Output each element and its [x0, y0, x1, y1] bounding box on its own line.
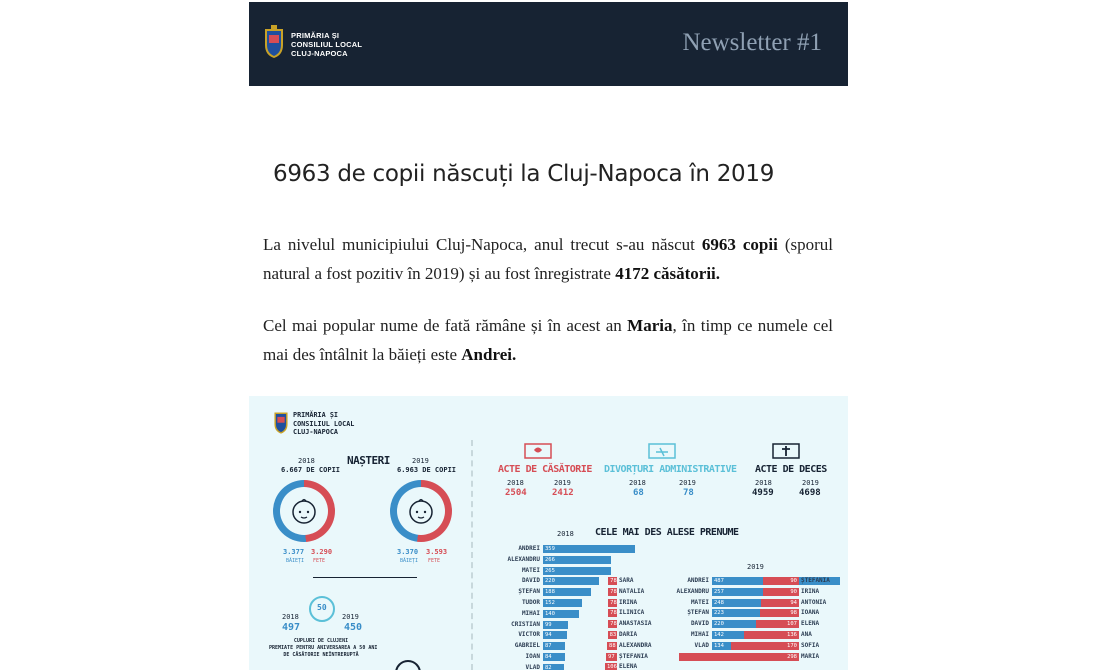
- anniversary-badge-icon: [309, 596, 335, 622]
- bar-value: 94: [790, 599, 797, 606]
- paragraph-text: La nivelul municipiului Cluj-Napoca, anul trecut s-au născut: [263, 235, 702, 254]
- bar-value: 90: [790, 578, 797, 584]
- bar-girls-2018: [608, 599, 617, 607]
- boys-2019: 3.370: [397, 548, 419, 556]
- badge-number: 50: [317, 603, 327, 612]
- bar-label: MATEI: [521, 566, 540, 574]
- bar-value: 99: [545, 621, 552, 628]
- bar-label: DAVID: [690, 620, 709, 628]
- names-year-2019: 2019: [747, 563, 764, 571]
- bar-value: 83: [609, 632, 617, 638]
- article-paragraph-births: [263, 230, 833, 288]
- anniversary-year-2018: 2018: [282, 613, 299, 621]
- boys-label: BĂIEȚI: [400, 558, 419, 564]
- logo-line: CLUJ-NAPOCA: [293, 428, 339, 436]
- caption-line: PREMIATE PENTRU ANIVERSAREA A 50 ANI: [269, 645, 378, 651]
- anniversary-2019-value: 450: [344, 622, 363, 633]
- logo-line: CONSILIUL LOCAL: [293, 419, 355, 428]
- stat-year: 2019: [679, 479, 696, 487]
- bar-value: 487: [714, 578, 724, 584]
- bar-label: ANTONIA: [801, 598, 827, 606]
- baby-icon: [408, 497, 434, 525]
- bar-girls-2019: [679, 653, 799, 661]
- bar-value: 298: [787, 653, 797, 660]
- stat-value: 2412: [552, 488, 574, 498]
- bar-label: ANDREI: [518, 545, 540, 552]
- article-headline: 6963 de copii născuți la Cluj-Napoca în 2019: [273, 161, 775, 187]
- stat-title: ACTE DE CĂSĂTORIE: [498, 464, 592, 475]
- births-title: NAȘTERI: [347, 454, 390, 467]
- crest-icon: [263, 25, 285, 59]
- bar-girls-2018: [608, 588, 617, 596]
- bar-girls-2018: [607, 642, 617, 650]
- logo-text: [291, 31, 362, 58]
- stat-value: 4698: [799, 488, 821, 498]
- anniversary-caption: [269, 638, 378, 659]
- bar-label: ALEXANDRA: [619, 641, 652, 649]
- bar-boys-2018: [543, 567, 611, 575]
- bar-girls-2019: [744, 631, 799, 639]
- stat-year: 2018: [755, 479, 772, 487]
- stat-year: 2018: [507, 479, 524, 487]
- bar-girls-2019: [756, 620, 799, 628]
- caption-line: CUPLURI DE CLUJENI: [293, 638, 349, 644]
- bar-label: MARIA: [801, 652, 820, 660]
- bar-label: MIHAI: [690, 631, 709, 638]
- statistics-infographic: [249, 396, 848, 670]
- stat-title: DIVORȚURI ADMINISTRATIVE: [604, 464, 737, 475]
- bar-label: CRISTIAN: [511, 620, 540, 628]
- bar-label: ALEXANDRU: [676, 587, 709, 595]
- girls-2018: 3.290: [311, 548, 333, 556]
- bar-boys-2018: [543, 599, 582, 607]
- bar-label: IRINA: [619, 598, 638, 606]
- boys-2018: 3.377: [283, 548, 305, 556]
- bar-girls-2019: [731, 642, 799, 650]
- bar-label: ILINICA: [619, 609, 645, 617]
- births-donut-2018: [273, 480, 335, 542]
- paragraph-text: , în timp ce numele cel mai des întâlnit la băieți este: [263, 316, 833, 364]
- bar-value: 78: [610, 599, 617, 606]
- births-donut-2019: [390, 480, 452, 542]
- bar-label: SOFIA: [801, 641, 820, 649]
- bar-label: ALEXANDRU: [507, 555, 540, 563]
- logo-line: PRIMĂRIA ȘI: [291, 31, 340, 40]
- bar-value: 136: [787, 632, 797, 638]
- crest-icon: [273, 409, 289, 435]
- bar-value: 265: [545, 567, 555, 574]
- death-certificate-icon: [771, 440, 801, 462]
- bar-girls-2019: [761, 599, 799, 607]
- bar-boys-2018: [543, 621, 568, 629]
- newsletter-title: Newsletter #1: [682, 29, 822, 56]
- bar-girls-2018: [605, 663, 617, 670]
- bar-label: GABRIEL: [514, 642, 540, 650]
- bar-value: 106: [607, 664, 617, 670]
- bar-label: VLAD: [525, 663, 540, 670]
- bar-label: ELENA: [619, 663, 638, 670]
- stat-value: 78: [683, 488, 694, 498]
- bar-value: 220: [545, 578, 555, 585]
- divorce-certificate-icon: [647, 440, 677, 462]
- bar-value: 90: [790, 588, 797, 595]
- bar-value: 266: [545, 556, 555, 563]
- stat-value: 2504: [505, 488, 527, 498]
- bar-girls-2018: [608, 577, 617, 585]
- bar-value: 87: [545, 643, 552, 650]
- girls-2019: 3.593: [426, 548, 448, 556]
- paragraph-text: (sporul natural a fost pozitiv în 2019) și au fost înregistrate: [263, 235, 833, 283]
- bar-label: MIHAI: [521, 609, 540, 617]
- bar-girls-2019: [763, 577, 799, 585]
- bar-girls-2018: [608, 631, 617, 639]
- bar-label: ANA: [801, 631, 812, 638]
- bar-value: 84: [545, 654, 552, 660]
- bar-boys-2018: [543, 577, 599, 585]
- stat-value: 4959: [752, 488, 774, 498]
- names-title: CELE MAI DES ALESE PRENUME: [595, 527, 739, 538]
- marriages-count: 4172 căsătorii.: [615, 264, 721, 283]
- bar-girls-2018: [606, 653, 617, 661]
- infographic-logo: [273, 409, 373, 439]
- bar-value: 88: [609, 642, 616, 649]
- ring-icon: [395, 660, 421, 670]
- anniversary-2018-value: 497: [282, 622, 301, 633]
- bar-boys-2018: [543, 588, 591, 596]
- stat-year: 2018: [629, 479, 646, 487]
- bar-label: DAVID: [521, 577, 540, 585]
- bar-label: ELENA: [801, 620, 820, 628]
- bar-value: 107: [787, 621, 797, 628]
- bar-value: 82: [545, 664, 552, 670]
- bar-label: NATALIA: [619, 587, 645, 595]
- births-total-2018: 6.667 DE COPII: [281, 466, 341, 474]
- bar-label: SARA: [619, 577, 634, 584]
- logo-line: PRIMĂRIA ȘI: [293, 411, 339, 419]
- bar-value: 78: [610, 610, 617, 617]
- bar-label: VLAD: [694, 641, 709, 649]
- bar-label: ANASTASIA: [619, 620, 652, 628]
- bar-label: ȘTEFAN: [687, 609, 709, 617]
- bar-label: IOAN: [525, 653, 540, 660]
- bar-value: 98: [790, 610, 797, 617]
- bar-value: 78: [610, 578, 617, 584]
- boys-label: BĂIEȚI: [286, 558, 305, 564]
- caption-line: DE CĂSĂTORIE NEÎNTRERUPTĂ: [283, 652, 359, 658]
- bar-boys-2018: [543, 642, 565, 650]
- top-girl-name: Maria: [627, 316, 673, 335]
- bar-value: 78: [610, 588, 617, 595]
- bar-label: IRINA: [801, 587, 820, 595]
- stat-year: 2019: [802, 479, 819, 487]
- bar-value: 248: [714, 599, 724, 606]
- bar-value: 94: [545, 632, 552, 639]
- bar-value: 78: [610, 621, 617, 628]
- births-total-2019: 6.963 DE COPII: [397, 466, 457, 474]
- bar-boys-2018: [543, 545, 635, 553]
- bar-boys-2018: [543, 631, 567, 639]
- bar-value: 134: [714, 642, 724, 649]
- top-boy-name: Andrei.: [461, 345, 517, 364]
- bar-girls-2019: [763, 588, 799, 596]
- logo-line: CLUJ-NAPOCA: [291, 49, 348, 58]
- bar-value: 170: [787, 642, 797, 649]
- anniversary-year-2019: 2019: [342, 613, 359, 621]
- bar-girls-2018: [608, 620, 617, 628]
- bar-label: ANDREI: [687, 577, 709, 584]
- names-year-2018: 2018: [557, 530, 574, 538]
- bar-label: DARIA: [619, 631, 638, 638]
- girls-label: FETE: [313, 558, 326, 564]
- bar-label: VICTOR: [518, 631, 540, 639]
- bar-boys-2018: [543, 653, 565, 661]
- divider: [313, 577, 417, 578]
- bar-value: 152: [545, 600, 555, 606]
- bar-label: TUDOR: [521, 599, 540, 606]
- bar-girls-2019: [760, 609, 799, 617]
- girls-label: FETE: [428, 558, 441, 564]
- infographic-logo-text: [293, 411, 354, 437]
- city-hall-logo[interactable]: [263, 25, 373, 65]
- births-count: 6963 copii: [701, 235, 778, 254]
- article-paragraph-names: [263, 311, 833, 369]
- bar-boys-2018: [543, 556, 611, 564]
- bar-label: ȘTEFANIA: [801, 577, 830, 584]
- stat-year: 2019: [554, 479, 571, 487]
- marriage-certificate-icon: [523, 440, 553, 462]
- bar-boys-2018: [543, 664, 564, 670]
- births-year-2018: 2018: [298, 457, 315, 465]
- bar-value: 188: [545, 589, 555, 596]
- bar-label: ȘTEFANIA: [619, 652, 648, 660]
- births-year-2019: 2019: [412, 457, 429, 465]
- bar-label: MATEI: [690, 598, 709, 606]
- stat-value: 68: [633, 488, 644, 498]
- bar-label: IOANA: [801, 609, 820, 617]
- paragraph-text: Cel mai popular nume de fată rămâne și în acest an: [263, 316, 628, 335]
- bar-value: 223: [714, 610, 724, 617]
- bar-value: 142: [714, 632, 724, 638]
- bar-value: 140: [545, 610, 555, 617]
- bar-value: 220: [714, 621, 724, 628]
- bar-value: 359: [545, 546, 555, 552]
- logo-line: CONSILIUL LOCAL: [291, 40, 363, 49]
- stat-title: ACTE DE DECES: [755, 464, 827, 475]
- bar-value: 97: [608, 653, 615, 660]
- baby-icon: [291, 497, 317, 525]
- bar-value: 257: [714, 588, 724, 595]
- vertical-divider: [471, 440, 473, 670]
- bar-boys-2018: [543, 610, 579, 618]
- bar-girls-2018: [608, 609, 617, 617]
- bar-label: ȘTEFAN: [518, 588, 540, 596]
- newsletter-header: [249, 2, 848, 86]
